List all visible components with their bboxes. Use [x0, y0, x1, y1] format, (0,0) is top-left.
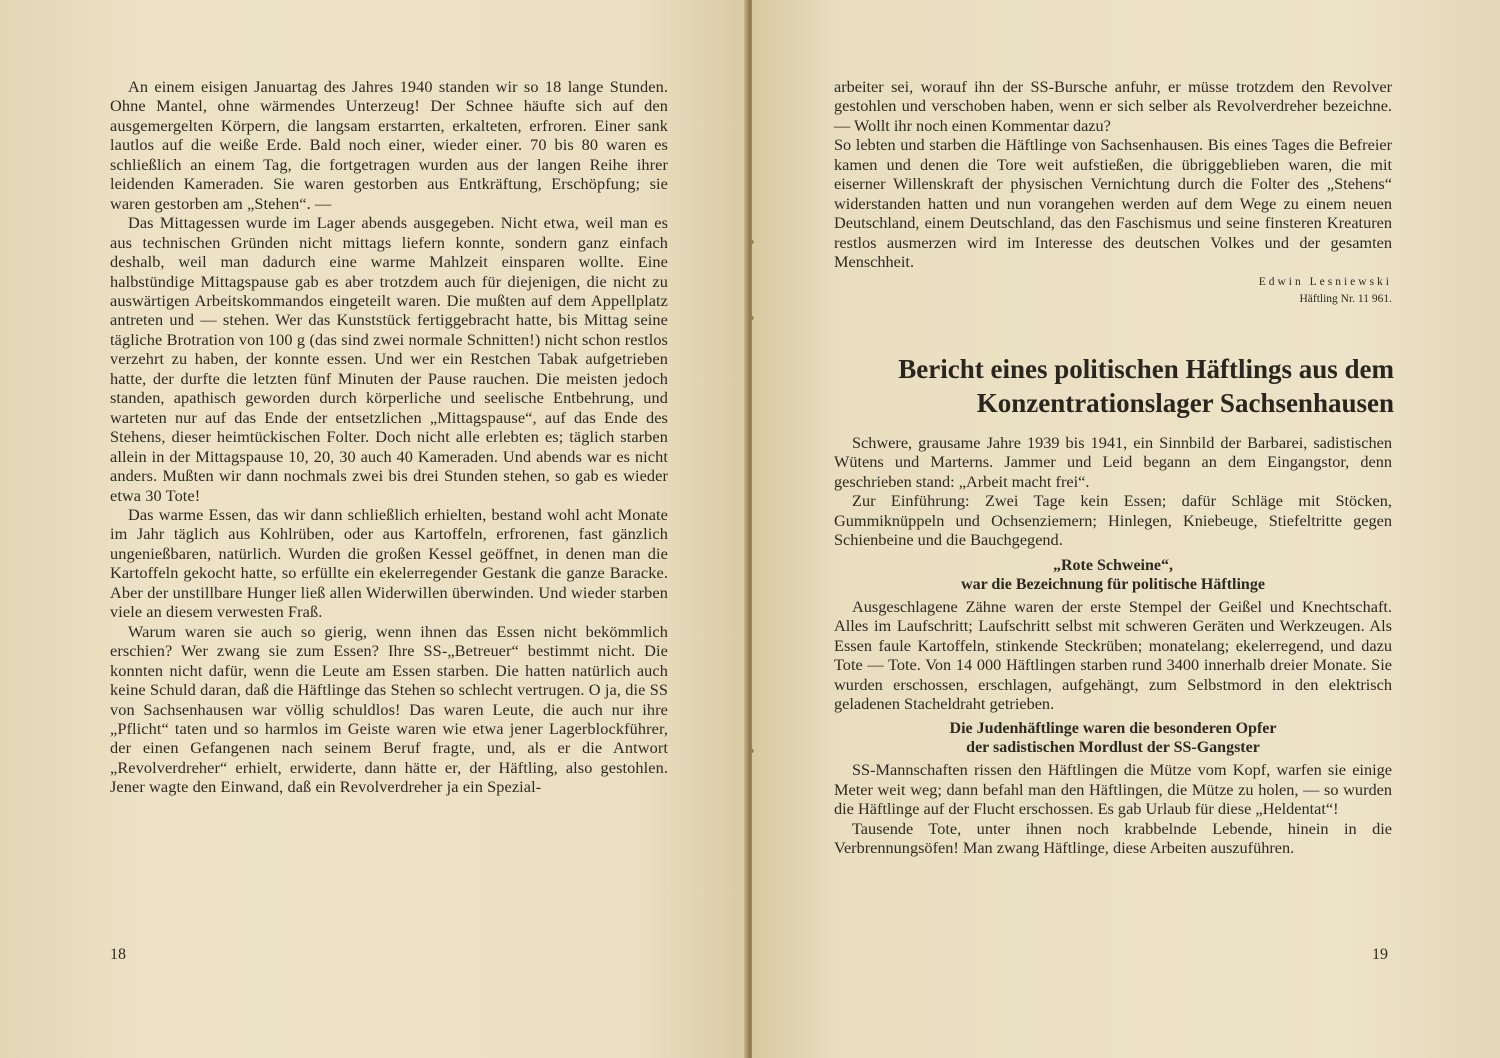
right-paragraph-1: arbeiter sei, worauf ihn der SS-Bursche anfuhr, er müsse trotzdem den Revolver gestohlen und verschoben haben, wenn er sich selber als Revolverdreher bezeichne. — Wollt ihr noch einen Kommentar dazu?	[834, 77, 1392, 135]
binding-stitch-mark: ●	[748, 236, 755, 248]
left-paragraph-2: Das Mittagessen wurde im Lager abends ausgegeben. Nicht etwa, weil man es aus technischen Gründen nicht mittags liefern konnte, sondern ganz einfach deshalb, weil man dadurch eine warme Mahlzeit einsparen wollte. Eine halbstündige Mittagspause gab es aber trotzdem auch für diejenigen, die nicht zu auswärtigen Arbeitskommandos eingeteilt waren. Die mußten auf dem Appellplatz antreten und — stehen. Wer das Kunststück fertiggebracht hatte, bis Mittag seine tägliche Brotration von 100 g (das sind zwei normale Schnitten!) nicht schon restlos verzehrt zu haben, der konnte essen. Und wer ein Restchen Tabak aufgetrieben hatte, der durfte die letzten fünf Minuten der Pause rauchen. Die meisten jedoch standen, apathisch geworden durch körperliche und seelische Entbehrung, und warteten nur auf das Ende der entsetzlichen „Mittagspause“, auf das Ende des Stehens, dieser heimtückischen Folter. Doch nicht alle erlebten es; täglich starben allein in der Mittagspause 10, 20, 30 auch 40 Kameraden. Und abends war es nicht anders. Mußten wir dann nochmals zwei bis drei Stunden stehen, so gab es wieder etwa 30 Tote!	[110, 213, 668, 505]
subheading-1-line-1: „Rote Schweine“,	[1053, 556, 1173, 574]
subheading-rote-schweine	[834, 556, 1392, 594]
article-title	[834, 352, 1394, 420]
section-2-paragraph-1: SS-Mannschaften rissen den Häftlingen die Mütze vom Kopf, warfen sie einige Meter weit weg; dann befahl man den Häftlingen, die Mütze zu holen, — so wurden die Häftlinge auf der Flucht erschossen. Es gab Urlaub für diese „Heldentat“!	[834, 760, 1392, 819]
subheading-judenhaeftlinge	[834, 719, 1392, 757]
left-paragraph-4: Warum waren sie auch so gierig, wenn ihnen das Essen nicht bekömmlich erschien? Wer zwang sie zum Essen? Ihre SS-„Betreuer“ bestimmt nicht. Die konnten nicht dafür, wenn die Leute am Essen starben. Die hatten natürlich auch keine Schuld daran, daß die Häftlinge das Stehen so schlecht vertrugen. O ja, die SS von Sachsenhausen war völlig schuldlos! Das waren Leute, die auch nur ihre „Pflicht“ taten und so harmlos im Geiste waren wie etwa jener Lagerblockführer, der einen Gefangenen nach seinem Beruf fragte, und, als er die Antwort „Revolverdreher“ erhielt, erwiderte, dann hätte er, der Häftling, also gestohlen. Jener wagte den Einwand, daß ein Revolverdreher ja ein Spezial-	[110, 621, 668, 797]
section-2-paragraph-2: Tausende Tote, unter ihnen noch krabbelnde Lebende, hinein in die Verbrennungsöfen! Man zwang Häftlinge, diese Arbeiten auszuführen.	[834, 818, 1392, 858]
right-article-body	[834, 433, 1392, 858]
article-title-line-1: Bericht eines politischen Häftlings aus dem	[898, 354, 1394, 384]
page-number-right: 19	[1372, 946, 1388, 963]
left-paragraph-1: An einem eisigen Januartag des Jahres 1940 standen wir so 18 lange Stunden. Ohne Mantel, ohne wärmendes Unterzeug! Der Schnee häufte sich auf den ausgemergelten Körpern, die langsam erstarrten, erkalteten, erfroren. Einer sank lautlos auf die weiße Erde. Bald noch einer, wieder einer. 70 bis 80 waren es schließlich an einem Tag, die fortgetragen wurden aus der langen Reihe ihrer leidenden Kameraden. Sie waren gestorben aus Entkräftung, Erschöpfung; sie waren gestorben am „Stehen“. —	[110, 77, 668, 213]
subheading-2-line-1: Die Judenhäftlinge waren die besonderen Opfer	[949, 720, 1277, 738]
page-number-left: 18	[110, 946, 126, 963]
left-page	[0, 0, 748, 1058]
signature	[834, 274, 1392, 308]
right-top-text	[834, 77, 1392, 308]
section-1-paragraph: Ausgeschlagene Zähne waren der erste Stempel der Geißel und Knechtschaft. Alles im Laufschritt; Laufschritt selbst mit schweren Geräten und Werkzeugen. Als Essen faule Kartoffeln, stinkende Steckrüben; monatelang; ekelerregend, und dazu Tote — Tote. Von 14 000 Häftlingen starben rund 3400 innerhalb dreier Monate. Sie wurden erschossen, erschlagen, aufgehängt, zum Selbstmord in den elektrisch geladenen Stacheldraht getrieben.	[834, 596, 1392, 713]
left-text-column	[110, 77, 668, 797]
binding-stitch-mark: ●	[748, 312, 755, 324]
subheading-2-line-2: der sadistischen Mordlust der SS-Gangster	[966, 739, 1260, 757]
signature-name: Edwin Lesniewski	[1258, 275, 1392, 288]
subheading-1-line-2: war die Bezeichnung für politische Häftlinge	[961, 575, 1265, 593]
intro-paragraph-1: Schwere, grausame Jahre 1939 bis 1941, ein Sinnbild der Barbarei, sadistischen Wütens und Marterns. Jammer und Leid begann an dem Eingangstor, denn geschrieben stand: „Arbeit macht frei“.	[834, 433, 1392, 491]
right-page	[748, 0, 1500, 1058]
signature-prisoner-number: Häftling Nr. 11 961.	[1299, 292, 1392, 305]
left-paragraph-3: Das warme Essen, das wir dann schließlich erhielten, bestand wohl acht Monate im Jahr täglich aus Kohlrüben, oder aus Kartoffeln, erfrorenen, fast gänzlich ungenießbaren, natürlich. Wurden die großen Kessel geöffnet, in denen man die Kartoffeln gekocht hatte, so erfüllte ein ekelerregender Gestank die ganze Baracke. Aber der unstillbare Hunger ließ allen Widerwillen überwinden. Und wieder starben viele an diesem verwesten Fraß.	[110, 504, 668, 622]
intro-paragraph-2: Zur Einführung: Zwei Tage kein Essen; dafür Schläge mit Stöcken, Gummiknüppeln und Ochsenziemern; Hinlegen, Kniebeuge, Stiefeltritte gegen Schienbeine und die Bauchgegend.	[834, 491, 1392, 550]
binding-stitch-mark: ●	[748, 745, 755, 757]
article-title-line-2: Konzentrationslager Sachsenhausen	[976, 388, 1394, 418]
right-paragraph-2: So lebten und starben die Häftlinge von Sachsenhausen. Bis eines Tages die Befreier kamen und denen die Tore weit aufstießen, die übriggeblieben waren, die mit eiserner Willenskraft der physischen Vernichtung durch die Folter des „Stehens“ widerstanden hatten und nun vorangehen werden auf dem Wege zu einem neuen Deutschland, einem Deutschland, das den Faschismus und seine finsteren Kreaturen restlos ausmerzen wird im Interesse des deutschen Volkes und der gesamten Menschheit.	[834, 135, 1392, 272]
